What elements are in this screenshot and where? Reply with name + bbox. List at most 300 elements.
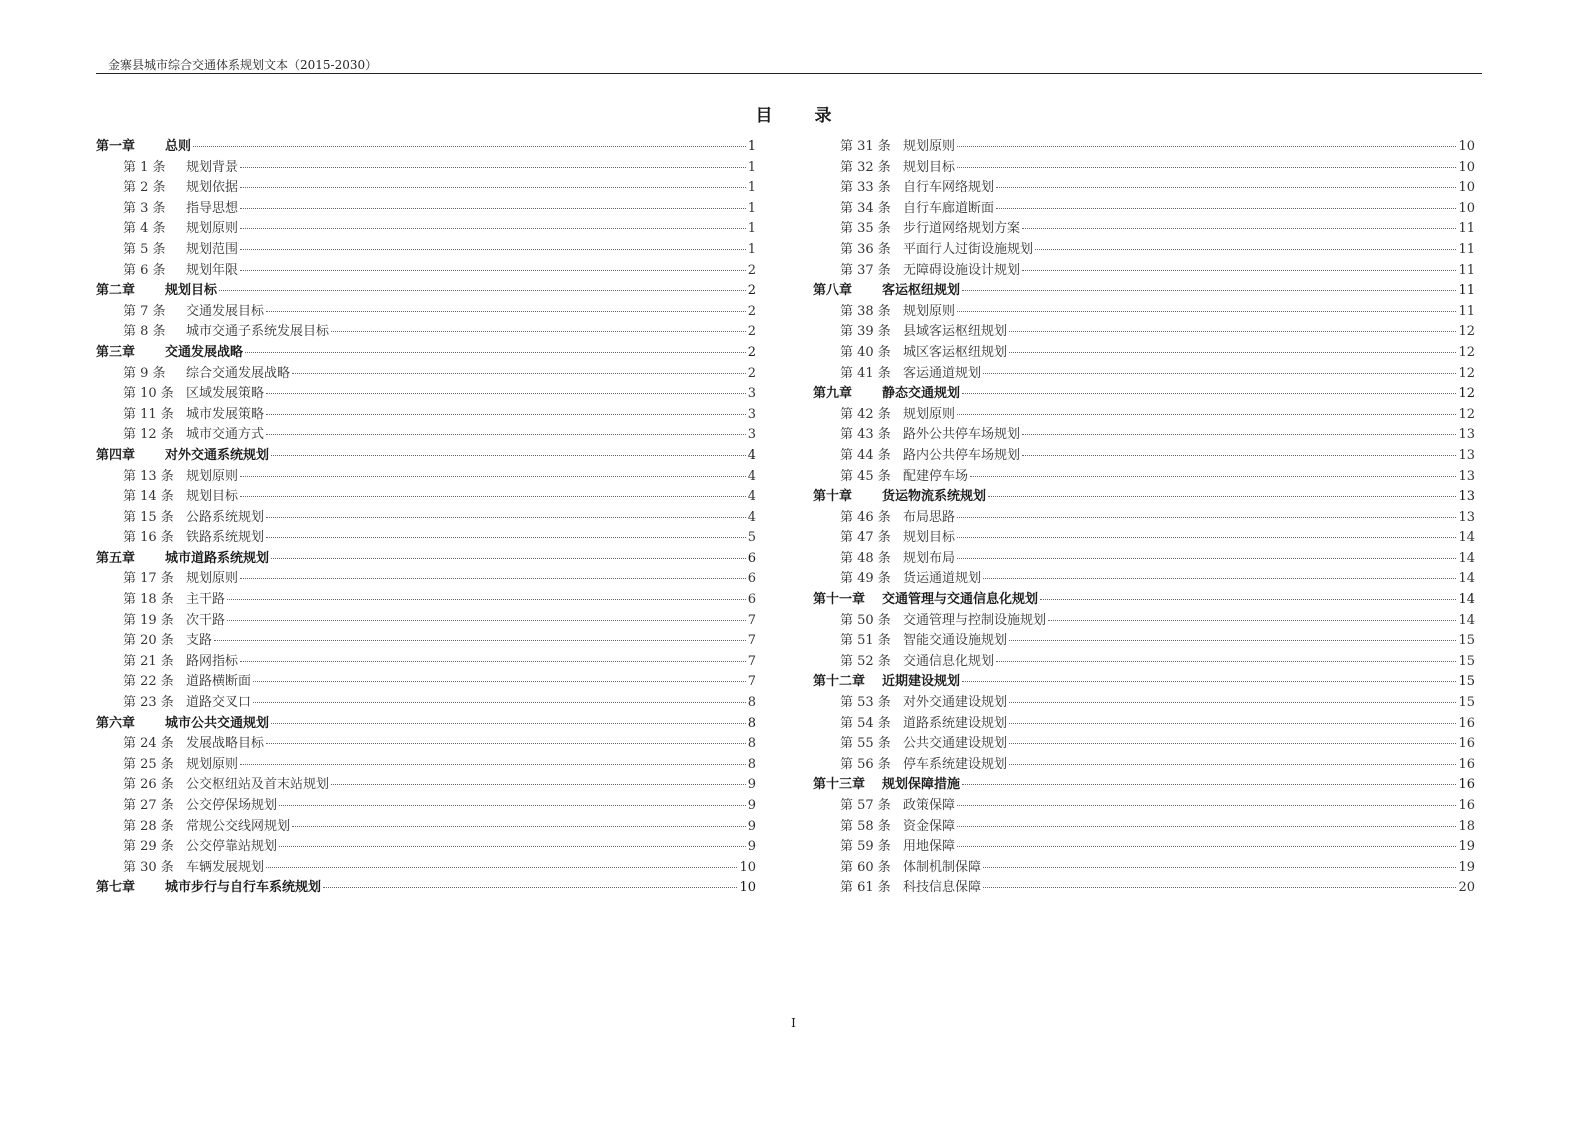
toc-chapter-entry[interactable] — [96, 281, 756, 302]
toc-entry-page: 4 — [747, 447, 756, 463]
toc-dot-leader — [983, 887, 1456, 888]
toc-entry-title: 路网指标 — [186, 653, 239, 669]
toc-entry-page: 7 — [747, 633, 756, 649]
toc-dot-leader — [331, 331, 746, 332]
toc-dot-leader — [1009, 743, 1456, 744]
toc-article-entry[interactable] — [96, 693, 756, 714]
toc-entry-page: 1 — [747, 241, 756, 257]
toc-entry-number: 第 30 条 — [123, 859, 174, 875]
toc-article-entry[interactable] — [813, 796, 1475, 817]
toc-entry-title: 道路横断面 — [186, 674, 252, 690]
toc-article-entry[interactable] — [96, 590, 756, 611]
toc-column-right — [813, 137, 1475, 899]
toc-dot-leader — [1022, 270, 1456, 271]
toc-dot-leader — [957, 517, 1456, 518]
toc-entry-title: 规划原则 — [186, 571, 239, 587]
toc-dot-leader — [957, 146, 1456, 147]
toc-dot-leader — [1048, 620, 1456, 621]
toc-chapter-entry[interactable] — [813, 384, 1475, 405]
toc-entry-title: 主干路 — [186, 592, 226, 608]
toc-dot-leader — [266, 434, 746, 435]
toc-dot-leader — [957, 537, 1456, 538]
toc-article-entry[interactable] — [96, 631, 756, 652]
toc-entry-page: 2 — [747, 283, 756, 299]
toc-entry-page: 12 — [1458, 406, 1475, 422]
toc-dot-leader — [266, 743, 746, 744]
toc-entry-number: 第 13 条 — [123, 468, 174, 484]
toc-entry-title: 路外公共停车场规划 — [903, 427, 1021, 443]
toc-dot-leader — [1009, 640, 1456, 641]
toc-entry-title: 客运通道规划 — [903, 365, 982, 381]
toc-article-entry[interactable] — [96, 487, 756, 508]
toc-article-entry[interactable] — [813, 158, 1475, 179]
toc-dot-leader — [253, 702, 746, 703]
toc-chapter-entry[interactable] — [96, 343, 756, 364]
toc-entry-number: 第 54 条 — [840, 715, 891, 731]
toc-entry-number: 第 49 条 — [840, 571, 891, 587]
toc-entry-title: 规划保障措施 — [882, 777, 961, 793]
toc-entry-page: 10 — [1458, 159, 1475, 175]
toc-entry-title: 对外交通建设规划 — [903, 695, 1008, 711]
toc-chapter-entry[interactable] — [813, 281, 1475, 302]
toc-article-entry[interactable] — [96, 508, 756, 529]
toc-entry-page: 14 — [1458, 612, 1475, 628]
toc-entry-page: 10 — [739, 880, 756, 896]
toc-entry-number: 第 34 条 — [840, 200, 891, 216]
toc-article-entry[interactable] — [96, 528, 756, 549]
toc-article-entry[interactable] — [96, 240, 756, 261]
toc-entry-page: 14 — [1458, 592, 1475, 608]
toc-article-entry[interactable] — [813, 734, 1475, 755]
toc-entry-number: 第 15 条 — [123, 509, 174, 525]
toc-article-entry[interactable] — [813, 240, 1475, 261]
toc-entry-title: 规划原则 — [903, 139, 956, 154]
toc-entry-title: 规划依据 — [186, 180, 239, 196]
toc-dot-leader — [240, 228, 746, 229]
toc-entry-number: 第 4 条 — [123, 221, 166, 237]
toc-dot-leader — [219, 290, 746, 291]
toc-article-entry[interactable] — [96, 178, 756, 199]
toc-article-entry[interactable] — [813, 302, 1475, 323]
toc-chapter-entry[interactable] — [96, 446, 756, 467]
toc-entry-number: 第 28 条 — [123, 818, 174, 834]
toc-article-entry[interactable] — [813, 714, 1475, 735]
toc-chapter-entry[interactable] — [813, 590, 1475, 611]
toc-article-entry[interactable] — [813, 508, 1475, 529]
toc-entry-title: 无障碍设施设计规划 — [903, 262, 1021, 278]
toc-entry-title: 货运通道规划 — [903, 571, 982, 587]
toc-entry-number: 第三章 — [96, 344, 136, 360]
toc-article-entry[interactable] — [96, 796, 756, 817]
toc-entry-page: 7 — [747, 612, 756, 628]
toc-article-entry[interactable] — [96, 775, 756, 796]
toc-article-entry[interactable] — [813, 425, 1475, 446]
toc-chapter-entry[interactable] — [96, 878, 756, 899]
toc-chapter-entry[interactable] — [96, 137, 756, 158]
toc-article-entry[interactable] — [96, 219, 756, 240]
toc-entry-title: 规划目标 — [186, 489, 239, 505]
toc-entry-title: 城市道路系统规划 — [165, 550, 270, 566]
toc-entry-page: 11 — [1458, 221, 1475, 237]
toc-article-entry[interactable] — [813, 837, 1475, 858]
toc-entry-title: 城市交通方式 — [186, 427, 265, 443]
toc-entry-page: 10 — [1458, 139, 1475, 154]
toc-title: 目 录 — [755, 106, 850, 126]
toc-dot-leader — [240, 208, 746, 209]
toc-entry-number: 第 43 条 — [840, 427, 891, 443]
toc-entry-title: 规划原则 — [186, 756, 239, 772]
toc-article-entry[interactable] — [96, 322, 756, 343]
toc-entry-number: 第七章 — [96, 880, 136, 896]
toc-entry-number: 第 57 条 — [840, 798, 891, 813]
toc-article-entry[interactable] — [813, 199, 1475, 220]
toc-entry-page: 14 — [1458, 530, 1475, 546]
toc-entry-number: 第 46 条 — [840, 509, 891, 525]
toc-entry-page: 9 — [747, 818, 756, 834]
toc-entry-title: 规划布局 — [903, 550, 956, 566]
toc-entry-number: 第 60 条 — [840, 859, 891, 875]
toc-entry-page: 8 — [747, 695, 756, 711]
toc-entry-page: 10 — [739, 859, 756, 875]
toc-entry-page: 11 — [1458, 241, 1475, 257]
toc-entry-title: 区域发展策略 — [186, 386, 265, 402]
toc-dot-leader — [227, 599, 746, 600]
toc-article-entry[interactable] — [96, 302, 756, 323]
toc-entry-title: 公交枢纽站及首末站规划 — [186, 777, 330, 793]
toc-article-entry[interactable] — [96, 817, 756, 838]
toc-entry-page: 12 — [1458, 344, 1475, 360]
toc-entry-number: 第 3 条 — [123, 200, 166, 216]
toc-entry-page: 19 — [1458, 839, 1475, 855]
toc-dot-leader — [240, 187, 746, 188]
toc-chapter-entry[interactable] — [96, 714, 756, 735]
toc-entry-page: 12 — [1458, 365, 1475, 381]
toc-article-entry[interactable] — [813, 137, 1475, 158]
toc-entry-number: 第十一章 — [813, 592, 866, 608]
toc-article-entry[interactable] — [96, 858, 756, 879]
toc-entry-title: 道路系统建设规划 — [903, 715, 1008, 731]
toc-article-entry[interactable] — [813, 364, 1475, 385]
toc-entry-page: 16 — [1458, 756, 1475, 772]
toc-entry-number: 第十三章 — [813, 777, 866, 793]
toc-entry-page: 13 — [1458, 468, 1475, 484]
toc-dot-leader — [323, 887, 737, 888]
toc-entry-number: 第 32 条 — [840, 159, 891, 175]
toc-article-entry[interactable] — [813, 405, 1475, 426]
toc-dot-leader — [957, 846, 1456, 847]
toc-entry-title: 近期建设规划 — [882, 674, 961, 690]
toc-entry-number: 第 47 条 — [840, 530, 891, 546]
toc-entry-page: 1 — [747, 200, 756, 216]
toc-entry-title: 规划原则 — [903, 303, 956, 319]
toc-entry-title: 城区客运枢纽规划 — [903, 344, 1008, 360]
toc-article-entry[interactable] — [813, 528, 1475, 549]
toc-article-entry[interactable] — [813, 569, 1475, 590]
toc-dot-leader — [271, 723, 746, 724]
toc-entry-page: 14 — [1458, 571, 1475, 587]
toc-entry-title: 常规公交线网规划 — [186, 818, 291, 834]
toc-article-entry[interactable] — [813, 858, 1475, 879]
toc-entry-number: 第 37 条 — [840, 262, 891, 278]
toc-entry-page: 18 — [1458, 818, 1475, 834]
toc-dot-leader — [1035, 249, 1456, 250]
toc-entry-page: 7 — [747, 653, 756, 669]
toc-entry-number: 第 6 条 — [123, 262, 166, 278]
toc-entry-number: 第一章 — [96, 139, 136, 154]
toc-entry-number: 第五章 — [96, 550, 136, 566]
toc-entry-title: 交通管理与交通信息化规划 — [882, 592, 1039, 608]
toc-entry-number: 第六章 — [96, 715, 136, 731]
toc-entry-number: 第 51 条 — [840, 633, 891, 649]
toc-dot-leader — [253, 681, 746, 682]
toc-entry-page: 13 — [1458, 509, 1475, 525]
toc-entry-title: 车辆发展规划 — [186, 859, 265, 875]
toc-entry-page: 11 — [1458, 303, 1475, 319]
toc-entry-page: 2 — [747, 344, 756, 360]
toc-entry-page: 4 — [747, 509, 756, 525]
toc-entry-page: 2 — [747, 303, 756, 319]
toc-entry-title: 次干路 — [186, 612, 226, 628]
toc-entry-number: 第 2 条 — [123, 180, 166, 196]
toc-entry-number: 第 19 条 — [123, 612, 174, 628]
toc-dot-leader — [266, 867, 737, 868]
toc-dot-leader — [331, 784, 746, 785]
toc-dot-leader — [266, 537, 746, 538]
toc-entry-page: 1 — [747, 159, 756, 175]
toc-entry-title: 自行车廊道断面 — [903, 200, 995, 216]
toc-entry-number: 第 40 条 — [840, 344, 891, 360]
toc-article-entry[interactable] — [96, 405, 756, 426]
toc-dot-leader — [245, 352, 746, 353]
toc-entry-page: 1 — [747, 180, 756, 196]
toc-entry-title: 停车系统建设规划 — [903, 756, 1008, 772]
toc-entry-page: 13 — [1458, 427, 1475, 443]
toc-article-entry[interactable] — [813, 693, 1475, 714]
toc-entry-number: 第 52 条 — [840, 653, 891, 669]
toc-dot-leader — [983, 373, 1456, 374]
toc-entry-page: 11 — [1458, 262, 1475, 278]
document-header: 金寨县城市综合交通体系规划文本（2015-2030） — [108, 58, 378, 72]
toc-entry-title: 综合交通发展战略 — [186, 365, 291, 381]
toc-dot-leader — [983, 867, 1456, 868]
toc-entry-title: 支路 — [186, 633, 213, 649]
toc-entry-title: 交通管理与控制设施规划 — [903, 612, 1047, 628]
toc-entry-number: 第八章 — [813, 283, 853, 299]
toc-article-entry[interactable] — [813, 878, 1475, 899]
toc-chapter-entry[interactable] — [96, 549, 756, 570]
toc-dot-leader — [970, 476, 1456, 477]
toc-entry-page: 20 — [1458, 880, 1475, 896]
toc-dot-leader — [240, 496, 746, 497]
toc-entry-title: 规划目标 — [903, 159, 956, 175]
toc-dot-leader — [1022, 434, 1456, 435]
toc-article-entry[interactable] — [96, 755, 756, 776]
toc-entry-page: 9 — [747, 777, 756, 793]
toc-entry-title: 路内公共停车场规划 — [903, 447, 1021, 463]
toc-chapter-entry[interactable] — [813, 487, 1475, 508]
toc-article-entry[interactable] — [813, 817, 1475, 838]
toc-entry-number: 第 29 条 — [123, 839, 174, 855]
toc-entry-number: 第 53 条 — [840, 695, 891, 711]
toc-dot-leader — [240, 476, 746, 477]
toc-dot-leader — [266, 393, 746, 394]
toc-dot-leader — [240, 578, 746, 579]
toc-entry-title: 交通信息化规划 — [903, 653, 995, 669]
toc-article-entry[interactable] — [813, 611, 1475, 632]
toc-entry-page: 2 — [747, 365, 756, 381]
toc-article-entry[interactable] — [96, 652, 756, 673]
toc-article-entry[interactable] — [96, 364, 756, 385]
toc-article-entry[interactable] — [96, 569, 756, 590]
toc-chapter-entry[interactable] — [813, 775, 1475, 796]
toc-entry-number: 第 44 条 — [840, 447, 891, 463]
toc-entry-number: 第十章 — [813, 489, 853, 505]
toc-entry-number: 第 10 条 — [123, 386, 174, 402]
toc-dot-leader — [1009, 723, 1456, 724]
toc-entry-number: 第 20 条 — [123, 633, 174, 649]
toc-entry-title: 科技信息保障 — [903, 880, 982, 896]
toc-entry-title: 对外交通系统规划 — [165, 447, 270, 463]
toc-entry-page: 16 — [1458, 736, 1475, 752]
toc-entry-title: 自行车网络规划 — [903, 180, 995, 196]
toc-entry-page: 16 — [1458, 798, 1475, 813]
toc-entry-title: 公共交通建设规划 — [903, 736, 1008, 752]
toc-article-entry[interactable] — [96, 837, 756, 858]
toc-article-entry[interactable] — [813, 446, 1475, 467]
toc-entry-title: 交通发展战略 — [165, 344, 244, 360]
toc-article-entry[interactable] — [813, 322, 1475, 343]
toc-dot-leader — [1009, 764, 1456, 765]
toc-dot-leader — [292, 373, 746, 374]
toc-article-entry[interactable] — [813, 755, 1475, 776]
toc-entry-page: 3 — [747, 386, 756, 402]
toc-entry-number: 第 5 条 — [123, 241, 166, 257]
toc-dot-leader — [957, 311, 1456, 312]
toc-entry-page: 2 — [747, 262, 756, 278]
toc-article-entry[interactable] — [96, 425, 756, 446]
header-rule — [96, 73, 1482, 74]
toc-entry-number: 第 18 条 — [123, 592, 174, 608]
toc-article-entry[interactable] — [96, 734, 756, 755]
toc-entry-page: 7 — [747, 674, 756, 690]
toc-entry-page: 9 — [747, 839, 756, 855]
toc-entry-title: 城市公共交通规划 — [165, 715, 270, 731]
toc-entry-page: 8 — [747, 756, 756, 772]
toc-article-entry[interactable] — [813, 343, 1475, 364]
toc-article-entry[interactable] — [813, 261, 1475, 282]
toc-article-entry[interactable] — [813, 178, 1475, 199]
toc-entry-title: 布局思路 — [903, 509, 956, 525]
toc-article-entry[interactable] — [96, 199, 756, 220]
toc-dot-leader — [193, 146, 746, 147]
toc-entry-title: 体制机制保障 — [903, 859, 982, 875]
toc-chapter-entry[interactable] — [813, 672, 1475, 693]
toc-entry-title: 规划背景 — [186, 159, 239, 175]
toc-dot-leader — [1009, 331, 1456, 332]
toc-entry-page: 15 — [1458, 653, 1475, 669]
toc-entry-number: 第 42 条 — [840, 406, 891, 422]
toc-entry-title: 城市发展策略 — [186, 406, 265, 422]
toc-entry-number: 第九章 — [813, 386, 853, 402]
toc-dot-leader — [996, 208, 1456, 209]
toc-article-entry[interactable] — [813, 219, 1475, 240]
toc-entry-title: 规划目标 — [903, 530, 956, 546]
toc-article-entry[interactable] — [813, 549, 1475, 570]
toc-entry-title: 规划原则 — [903, 406, 956, 422]
toc-dot-leader — [292, 826, 746, 827]
toc-dot-leader — [271, 558, 746, 559]
toc-entry-page: 8 — [747, 715, 756, 731]
toc-entry-number: 第十二章 — [813, 674, 866, 690]
toc-article-entry[interactable] — [813, 631, 1475, 652]
toc-entry-number: 第 45 条 — [840, 468, 891, 484]
toc-entry-title: 配建停车场 — [903, 468, 969, 484]
toc-article-entry[interactable] — [813, 467, 1475, 488]
toc-dot-leader — [962, 393, 1456, 394]
toc-dot-leader — [983, 578, 1456, 579]
toc-entry-title: 规划目标 — [165, 283, 218, 299]
toc-entry-number: 第二章 — [96, 283, 136, 299]
toc-entry-title: 交通发展目标 — [186, 303, 265, 319]
toc-entry-title: 发展战略目标 — [186, 736, 265, 752]
toc-entry-page: 3 — [747, 427, 756, 443]
toc-article-entry[interactable] — [96, 467, 756, 488]
toc-entry-title: 规划原则 — [186, 221, 239, 237]
toc-article-entry[interactable] — [96, 384, 756, 405]
toc-entry-number: 第 16 条 — [123, 530, 174, 546]
toc-entry-number: 第 26 条 — [123, 777, 174, 793]
toc-dot-leader — [962, 681, 1456, 682]
toc-entry-page: 11 — [1458, 283, 1475, 299]
toc-dot-leader — [240, 764, 746, 765]
toc-article-entry[interactable] — [96, 261, 756, 282]
toc-entry-number: 第 36 条 — [840, 241, 891, 257]
toc-entry-number: 第 25 条 — [123, 756, 174, 772]
toc-dot-leader — [1009, 352, 1456, 353]
toc-entry-number: 第四章 — [96, 447, 136, 463]
toc-entry-number: 第 9 条 — [123, 365, 166, 381]
toc-entry-number: 第 12 条 — [123, 427, 174, 443]
toc-entry-number: 第 56 条 — [840, 756, 891, 772]
toc-entry-page: 13 — [1458, 489, 1475, 505]
toc-entry-page: 15 — [1458, 633, 1475, 649]
toc-entry-page: 8 — [747, 736, 756, 752]
toc-entry-page: 1 — [747, 139, 756, 154]
toc-entry-number: 第 35 条 — [840, 221, 891, 237]
toc-article-entry[interactable] — [96, 672, 756, 693]
toc-article-entry[interactable] — [813, 652, 1475, 673]
toc-article-entry[interactable] — [96, 158, 756, 179]
toc-dot-leader — [957, 414, 1456, 415]
toc-entry-page: 6 — [747, 550, 756, 566]
toc-dot-leader — [962, 784, 1456, 785]
toc-dot-leader — [996, 187, 1456, 188]
toc-entry-title: 资金保障 — [903, 818, 956, 834]
toc-entry-number: 第 55 条 — [840, 736, 891, 752]
toc-dot-leader — [1040, 599, 1456, 600]
toc-entry-number: 第 8 条 — [123, 324, 166, 340]
toc-dot-leader — [957, 167, 1456, 168]
toc-entry-number: 第 50 条 — [840, 612, 891, 628]
toc-entry-page: 19 — [1458, 859, 1475, 875]
toc-entry-title: 指导思想 — [186, 200, 239, 216]
toc-dot-leader — [1009, 702, 1456, 703]
toc-article-entry[interactable] — [96, 611, 756, 632]
toc-entry-title: 铁路系统规划 — [186, 530, 265, 546]
toc-entry-page: 14 — [1458, 550, 1475, 566]
toc-entry-title: 智能交通设施规划 — [903, 633, 1008, 649]
toc-column-left — [96, 137, 756, 899]
